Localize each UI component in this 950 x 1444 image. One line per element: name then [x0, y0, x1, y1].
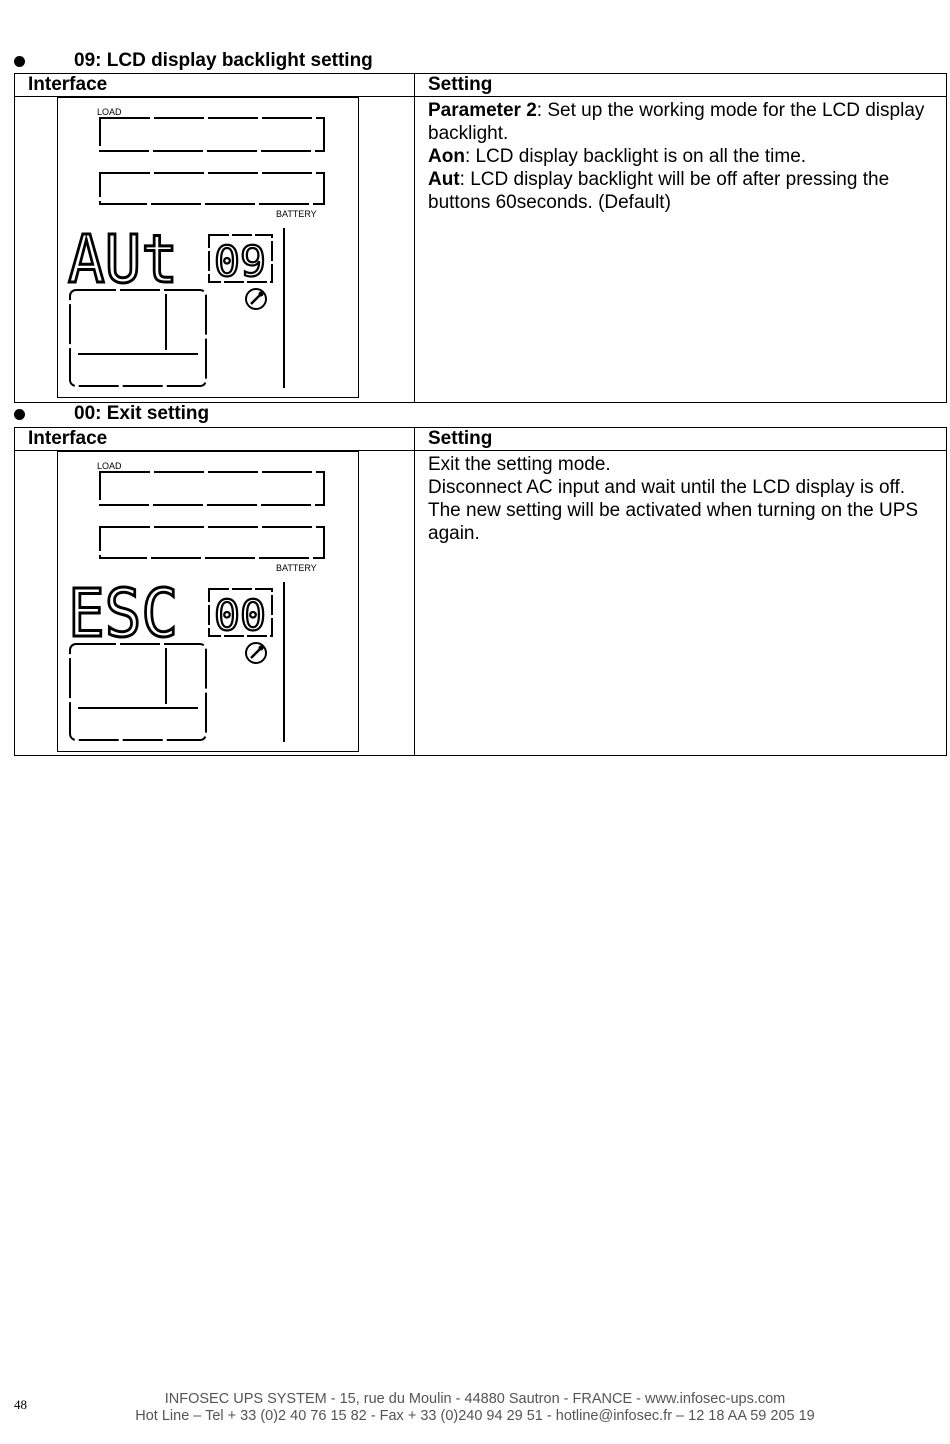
bullet-icon [14, 409, 25, 420]
lcd-code-readout: 00 [214, 591, 266, 640]
bullet-icon [14, 56, 25, 67]
setting-line: Parameter 2: Set up the working mode for the LCD display backlight. [428, 100, 925, 144]
footer-line-1: INFOSEC UPS SYSTEM - 15, rue du Moulin - 44880 Sautron - FRANCE - www.infosec-ups.com [164, 1391, 786, 1407]
section-title: 09: LCD display backlight setting [74, 50, 373, 71]
setting-table [14, 73, 947, 403]
footer-line-2: Hot Line – Tel + 33 (0)2 40 76 15 82 - Fax + 33 (0)240 94 29 51 - hotline@infosec.fr – 12 18 AA 59 205 19 [135, 1408, 815, 1424]
setting-header: Setting [415, 74, 947, 97]
interface-header: Interface [15, 74, 415, 97]
lcd-battery-label: BATTERY [276, 563, 317, 573]
lcd-lower-frame [70, 644, 206, 740]
lcd-lower-frame [70, 290, 206, 386]
setting-header: Setting [415, 428, 947, 451]
lcd-main-readout: AUt [68, 221, 178, 298]
page-number: 48 [14, 1397, 27, 1412]
wrench-icon [246, 643, 266, 663]
setting-cell [415, 97, 947, 403]
setting-line: Aut: LCD display backlight will be off after pressing the buttons 60seconds. (Default) [428, 169, 890, 213]
lcd-display [57, 97, 359, 398]
section-title: 00: Exit setting [74, 403, 210, 424]
wrench-icon [246, 289, 266, 309]
setting-line: The new setting will be activated when turning on the UPS again. [428, 500, 919, 544]
battery-bar-outline [100, 173, 324, 204]
lcd-code-readout: 09 [214, 237, 266, 286]
setting-line: Disconnect AC input and wait until the LCD display is off. [428, 477, 906, 498]
lcd-battery-label: BATTERY [276, 209, 317, 219]
interface-cell [15, 97, 415, 403]
setting-table [14, 427, 947, 756]
setting-line: Exit the setting mode. [428, 454, 611, 475]
lcd-load-label: LOAD [97, 107, 122, 117]
lcd-load-label: LOAD [97, 461, 122, 471]
lcd-display [57, 451, 359, 752]
setting-cell [415, 451, 947, 756]
lcd-main-readout: ESC [68, 575, 178, 652]
load-bar-outline [100, 118, 324, 151]
interface-cell [15, 451, 415, 756]
interface-header: Interface [15, 428, 415, 451]
setting-line: Aon: LCD display backlight is on all the time. [428, 146, 807, 167]
load-bar-outline [100, 472, 324, 505]
battery-bar-outline [100, 527, 324, 558]
